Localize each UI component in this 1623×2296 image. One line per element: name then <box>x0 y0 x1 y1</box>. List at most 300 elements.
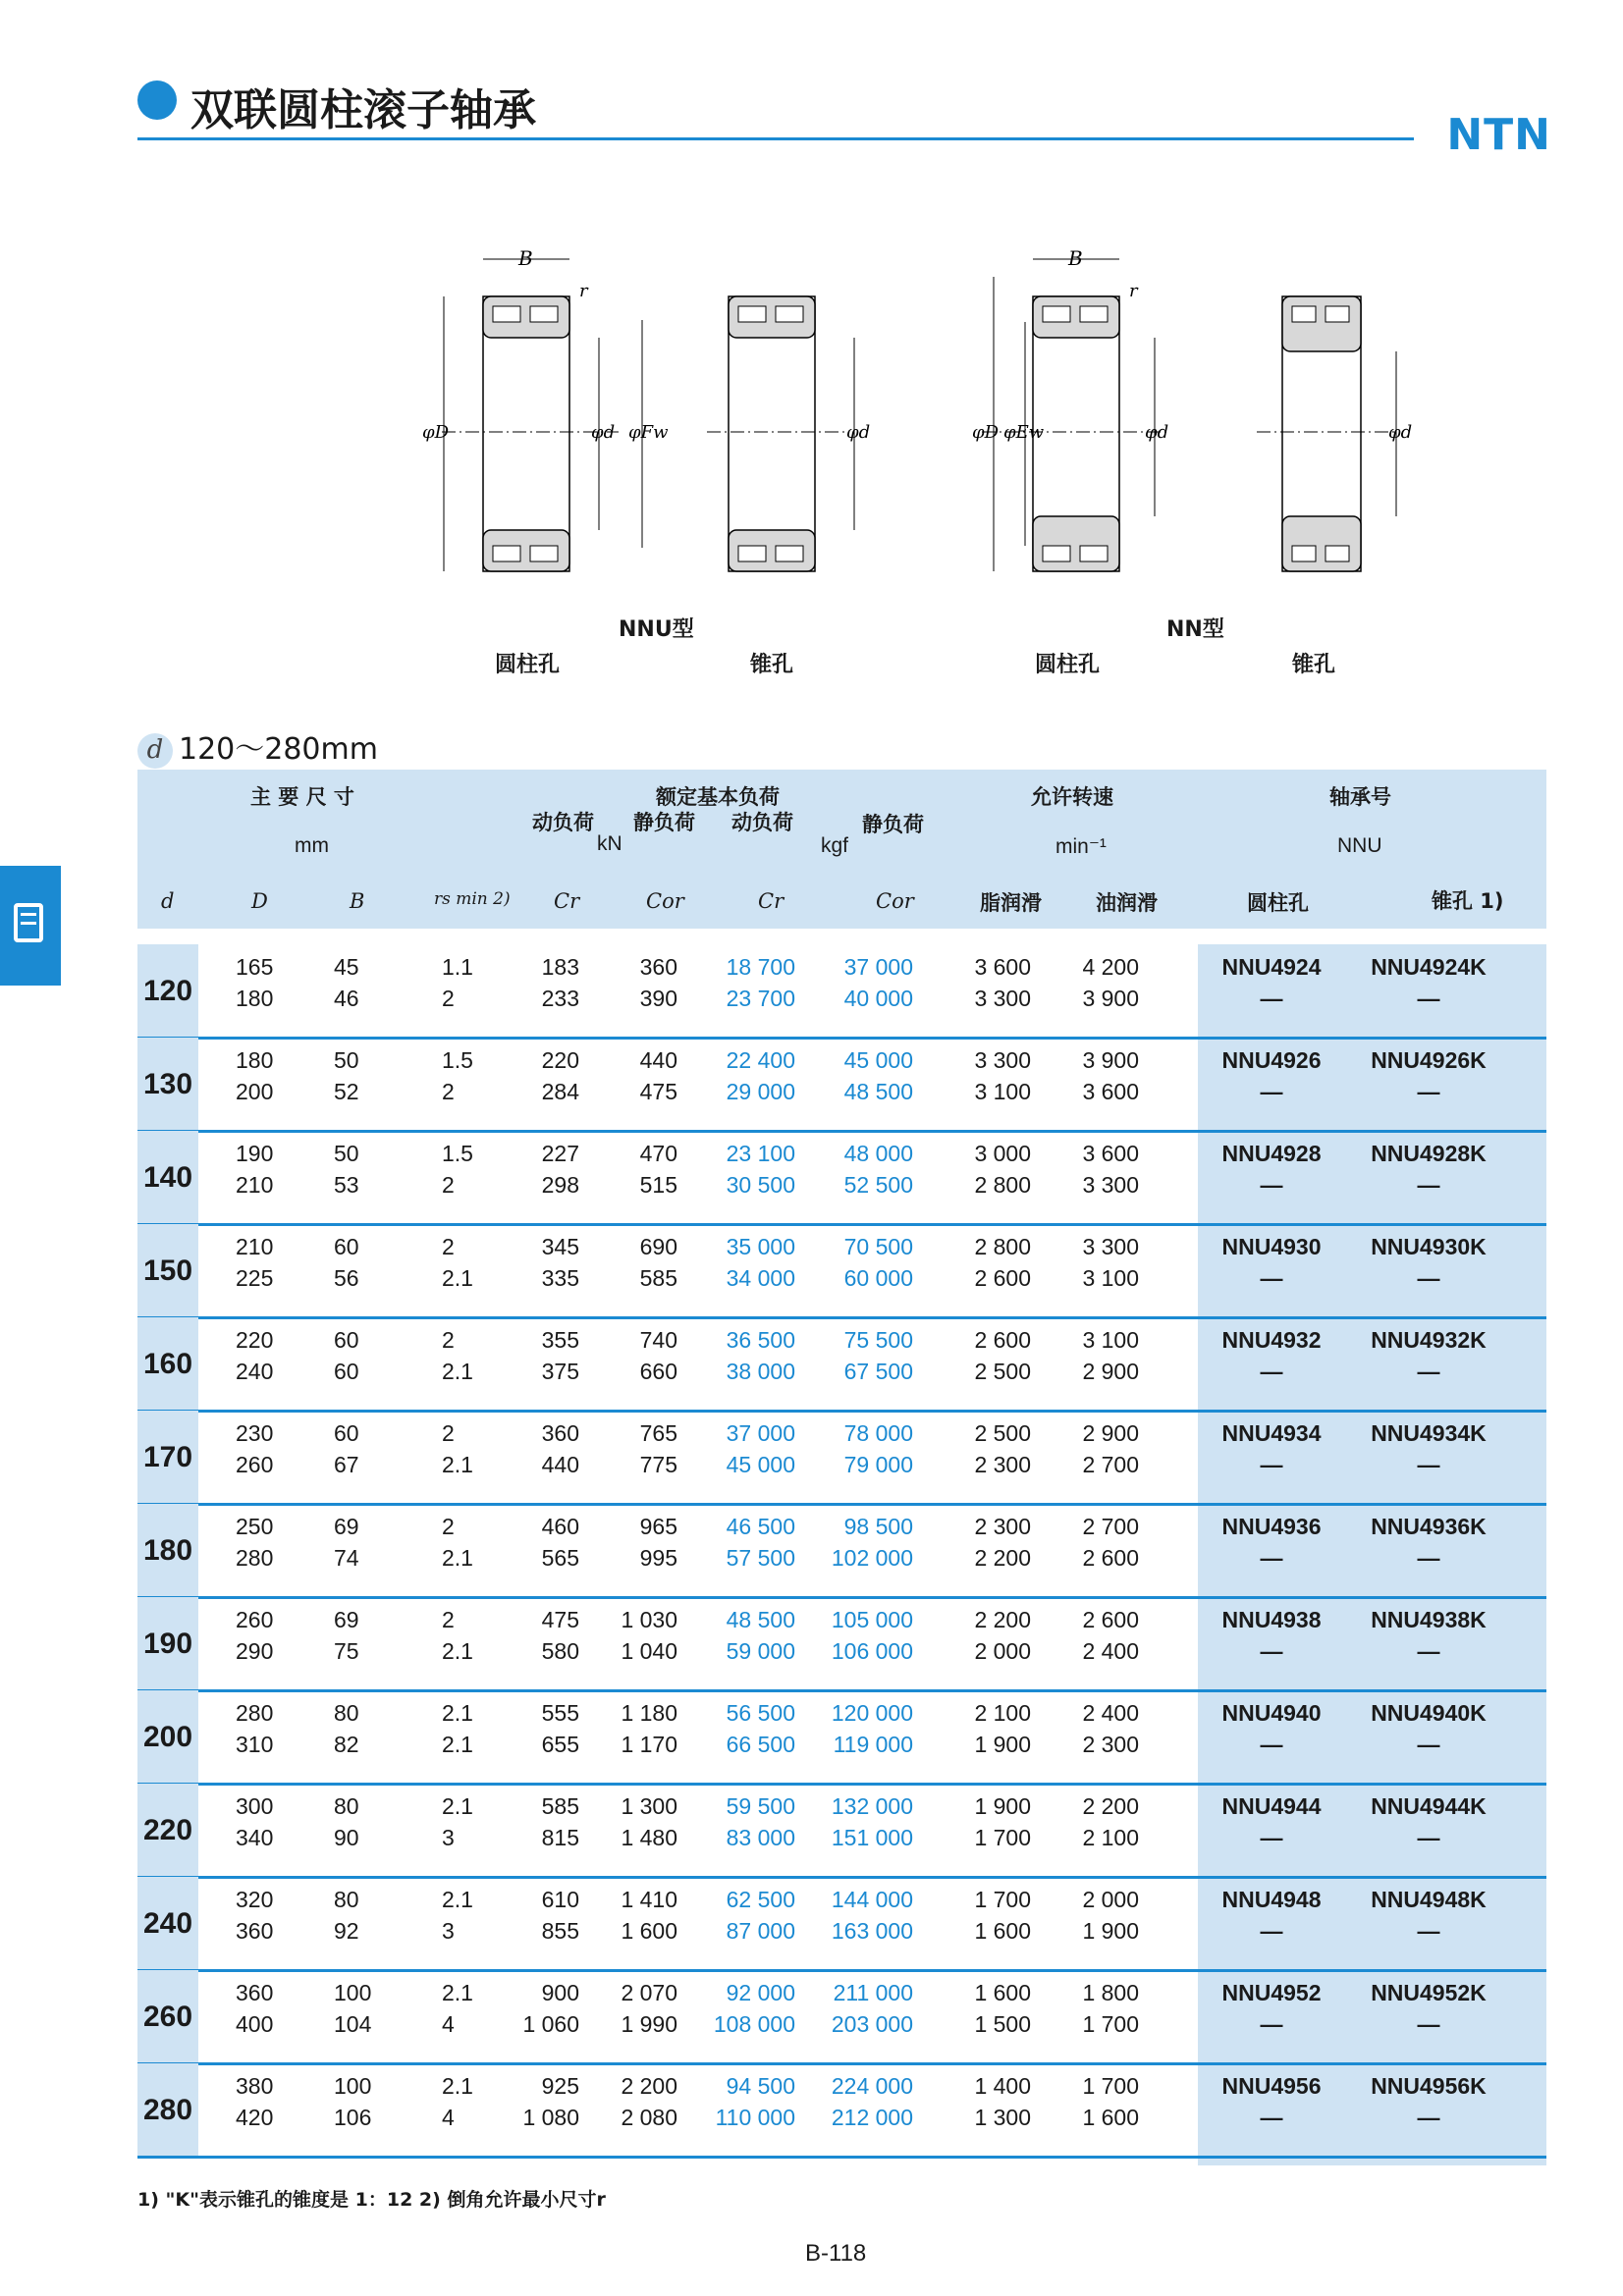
table-cell: 90 <box>334 1825 359 1850</box>
table-cell: 104 <box>334 2011 372 2037</box>
table-cell: — <box>1260 1732 1283 1757</box>
table-cell: 23 700 <box>726 986 795 1011</box>
bearing-icon <box>14 903 43 942</box>
table-cell: 420 <box>236 2105 274 2130</box>
table-cell: — <box>1260 1359 1283 1384</box>
table-cell: 585 <box>639 1265 677 1291</box>
th-main-dims: 主 要 尺 寸 <box>250 785 354 809</box>
table-cell: 2 <box>442 1172 455 1198</box>
table-cell: 230 <box>236 1420 274 1446</box>
table-cell: 98 500 <box>843 1514 913 1539</box>
table-cell: — <box>1260 1172 1283 1198</box>
table-cell: 1 700 <box>1082 2073 1139 2099</box>
table-cell: 120 000 <box>831 1700 913 1726</box>
table-cell: 106 000 <box>831 1638 913 1664</box>
table-cell: 4 200 <box>1082 954 1139 980</box>
table-cell: 18 700 <box>726 954 795 980</box>
th-Cr2: Cr <box>758 889 784 913</box>
table-cell: 180 <box>236 986 274 1011</box>
table-cell: 2 070 <box>621 1980 677 2005</box>
table-cell: 340 <box>236 1825 274 1850</box>
table-cell: NNU4932 <box>1221 1327 1322 1353</box>
table-cell: 515 <box>639 1172 677 1198</box>
table-cell: 3 600 <box>974 954 1031 980</box>
table-cell: 3 300 <box>1082 1172 1139 1198</box>
table-cell: 227 <box>541 1141 579 1166</box>
table-cell: 280 <box>236 1700 274 1726</box>
table-cell: NNU4944 <box>1221 1793 1322 1819</box>
table-cell: 4 <box>442 2011 455 2037</box>
th-grease: 脂润滑 <box>980 891 1042 915</box>
table-row-group <box>137 1504 1546 1597</box>
table-cell: 1 700 <box>974 1825 1031 1850</box>
table-cell: 3 100 <box>1082 1327 1139 1353</box>
table-cell: 203 000 <box>831 2011 913 2037</box>
th-load-ratings: 额定基本负荷 <box>656 785 780 809</box>
table-cell: 119 000 <box>833 1732 913 1757</box>
table-cell: 580 <box>541 1638 579 1664</box>
th-nnu: NNU <box>1337 834 1382 857</box>
bore-diameter: 280 <box>137 2063 198 2157</box>
table-cell: 2 800 <box>974 1172 1031 1198</box>
table-row-group <box>137 1970 1546 2063</box>
table-cell: 1 030 <box>621 1607 677 1632</box>
table-cell: 2.1 <box>442 1638 473 1664</box>
table-cell: 48 500 <box>726 1607 795 1632</box>
th-kgf: kgf <box>821 834 849 857</box>
table-cell: 62 500 <box>726 1887 795 1912</box>
table-cell: NNU4956 <box>1221 2073 1322 2099</box>
table-cell: 300 <box>236 1793 274 1819</box>
table-cell: 2.1 <box>442 2073 473 2099</box>
table-cell: 310 <box>236 1732 274 1757</box>
table-cell: 3 100 <box>1082 1265 1139 1291</box>
table-cell: 59 500 <box>726 1793 795 1819</box>
table-cell: 320 <box>236 1887 274 1912</box>
table-row-group <box>137 1224 1546 1317</box>
table-cell: 900 <box>541 1980 579 2005</box>
table-cell: 37 000 <box>726 1420 795 1446</box>
table-cell: 2 200 <box>974 1607 1031 1632</box>
table-cell: 380 <box>236 2073 274 2099</box>
table-cell: 3 300 <box>974 1047 1031 1073</box>
table-cell: 67 <box>334 1452 359 1477</box>
table-cell: 50 <box>334 1141 359 1166</box>
table-cell: 37 000 <box>843 954 913 980</box>
table-cell: 2 200 <box>1082 1793 1139 1819</box>
table-cell: — <box>1417 1452 1440 1477</box>
table-cell: 2 <box>442 1514 455 1539</box>
bore-diameter: 150 <box>137 1224 198 1317</box>
table-cell: 470 <box>639 1141 677 1166</box>
table-cell: 60 <box>334 1359 359 1384</box>
nnu-taper-label: 锥孔 <box>750 653 794 677</box>
table-cell: 1 600 <box>1082 2105 1139 2130</box>
table-cell: — <box>1417 1732 1440 1757</box>
table-cell: 144 000 <box>831 1887 913 1912</box>
table-cell: 2.1 <box>442 1700 473 1726</box>
table-cell: 1.1 <box>442 954 473 980</box>
table-cell: NNU4936K <box>1371 1514 1487 1539</box>
table-cell: 460 <box>541 1514 579 1539</box>
table-cell: 1 060 <box>522 2011 579 2037</box>
table-cell: NNU4928 <box>1221 1141 1322 1166</box>
table-cell: 3 300 <box>1082 1234 1139 1259</box>
table-cell: 475 <box>541 1607 579 1632</box>
table-cell: 38 000 <box>726 1359 795 1384</box>
table-cell: — <box>1417 1359 1440 1384</box>
label-B: B <box>518 246 533 270</box>
table-cell: 45 <box>334 954 359 980</box>
table-cell: — <box>1417 986 1440 1011</box>
table-cell: 1 040 <box>621 1638 677 1664</box>
table-cell: 1 600 <box>974 1918 1031 1944</box>
bore-diameter: 260 <box>137 1970 198 2063</box>
table-cell: 2 <box>442 1234 455 1259</box>
svg-text:φEw: φEw <box>1003 422 1045 443</box>
bore-diameter: 180 <box>137 1504 198 1597</box>
th-taper: 锥孔 1) <box>1432 889 1504 913</box>
table-cell: NNU4948K <box>1371 1887 1487 1912</box>
table-cell: 80 <box>334 1793 359 1819</box>
table-row-group <box>137 1690 1546 1784</box>
table-cell: 815 <box>541 1825 579 1850</box>
bearing-diagrams <box>422 236 1434 687</box>
svg-text:φd: φd <box>1145 422 1169 443</box>
table-cell: 1 410 <box>621 1887 677 1912</box>
table-cell: — <box>1417 1545 1440 1571</box>
table-cell: 2 300 <box>974 1514 1031 1539</box>
table-cell: NNU4928K <box>1371 1141 1487 1166</box>
table-cell: — <box>1260 986 1283 1011</box>
svg-text:φd: φd <box>591 422 616 443</box>
table-cell: 355 <box>541 1327 579 1353</box>
table-cell: 48 000 <box>843 1141 913 1166</box>
table-cell: NNU4930 <box>1221 1234 1322 1259</box>
table-cell: 3 900 <box>1082 986 1139 1011</box>
table-cell: NNU4956K <box>1371 2073 1487 2099</box>
diagram-nn-tapered <box>1257 296 1412 571</box>
table-cell: 2 100 <box>974 1700 1031 1726</box>
table-cell: 1 600 <box>974 1980 1031 2005</box>
table-cell: 240 <box>236 1359 274 1384</box>
table-cell: 50 <box>334 1047 359 1073</box>
table-cell: 1 900 <box>1082 1918 1139 1944</box>
table-cell: 80 <box>334 1887 359 1912</box>
table-cell: 2 700 <box>1082 1514 1139 1539</box>
table-cell: NNU4924 <box>1221 954 1322 980</box>
table-cell: 46 <box>334 986 359 1011</box>
table-cell: 69 <box>334 1514 359 1539</box>
table-cell: 440 <box>541 1452 579 1477</box>
table-cell: — <box>1417 2105 1440 2130</box>
table-cell: 995 <box>639 1545 677 1571</box>
nnu-type-label: NNU型 <box>619 617 694 642</box>
table-cell: 2 900 <box>1082 1359 1139 1384</box>
table-cell: 2.1 <box>442 1732 473 1757</box>
table-cell: 2.1 <box>442 1793 473 1819</box>
svg-text:φFw: φFw <box>628 422 669 443</box>
table-cell: 70 500 <box>843 1234 913 1259</box>
table-cell: 740 <box>639 1327 677 1353</box>
table-cell: 52 500 <box>843 1172 913 1198</box>
table-cell: — <box>1417 1918 1440 1944</box>
table-cell: 224 000 <box>831 2073 913 2099</box>
table-cell: 375 <box>541 1359 579 1384</box>
table-cell: 210 <box>236 1234 274 1259</box>
table-cell: 92 <box>334 1918 359 1944</box>
table-cell: 360 <box>236 1980 274 2005</box>
nn-taper-label: 锥孔 <box>1292 653 1336 677</box>
table-cell: 74 <box>334 1545 359 1571</box>
brand-logo: NTN <box>1446 110 1551 160</box>
page-header <box>137 71 1551 160</box>
table-cell: 1 700 <box>974 1887 1031 1912</box>
table-cell: NNU4926 <box>1221 1047 1322 1073</box>
table-cell: — <box>1417 2011 1440 2037</box>
table-cell: — <box>1260 1079 1283 1104</box>
table-row-group <box>137 1131 1546 1224</box>
table-cell: 100 <box>334 2073 372 2099</box>
table-cell: 2 <box>442 1327 455 1353</box>
table-cell: 765 <box>639 1420 677 1446</box>
table-cell: 83 000 <box>726 1825 795 1850</box>
table-cell: 290 <box>236 1638 274 1664</box>
footnote: 1) "K"表示锥孔的锥度是 1：12 2) 倒角允许最小尺寸r <box>137 2189 606 2211</box>
table-cell: 855 <box>541 1918 579 1944</box>
table-cell: 284 <box>541 1079 579 1104</box>
table-cell: 585 <box>541 1793 579 1819</box>
table-cell: 105 000 <box>831 1607 913 1632</box>
table-cell: 94 500 <box>726 2073 795 2099</box>
th-oil: 油润滑 <box>1096 891 1158 915</box>
table-cell: 3 900 <box>1082 1047 1139 1073</box>
bearing-drawings <box>422 236 1434 687</box>
table-cell: 1 400 <box>974 2073 1031 2099</box>
table-cell: 2 000 <box>1082 1887 1139 1912</box>
bore-diameter: 160 <box>137 1317 198 1411</box>
nn-type-label: NN型 <box>1166 617 1224 642</box>
table-cell: 183 <box>541 954 579 980</box>
table-cell: 34 000 <box>726 1265 795 1291</box>
table-cell: 2 <box>442 1607 455 1632</box>
table-cell: 100 <box>334 1980 372 2005</box>
svg-text:φD: φD <box>972 422 1000 443</box>
table-cell: 660 <box>639 1359 677 1384</box>
table-cell: 2 600 <box>974 1265 1031 1291</box>
table-row-group <box>137 1597 1546 1690</box>
table-cell: 75 500 <box>843 1327 913 1353</box>
table-cell: 925 <box>541 2073 579 2099</box>
table-cell: 23 100 <box>726 1141 795 1166</box>
svg-text:φd: φd <box>1388 422 1413 443</box>
table-cell: 280 <box>236 1545 274 1571</box>
row-separator <box>137 2156 1546 2159</box>
table-cell: 2.1 <box>442 1887 473 1912</box>
th-stat2: 静负荷 <box>862 813 924 836</box>
table-cell: 2 700 <box>1082 1452 1139 1477</box>
table-cell: 1 990 <box>621 2011 677 2037</box>
table-cell: 2 <box>442 1079 455 1104</box>
table-cell: NNU4924K <box>1371 954 1487 980</box>
table-cell: 1 480 <box>621 1825 677 1850</box>
bore-diameter: 130 <box>137 1038 198 1131</box>
table-cell: 56 500 <box>726 1700 795 1726</box>
title-bullet-icon <box>137 80 177 120</box>
table-row-group <box>137 1877 1546 1970</box>
table-cell: 1 170 <box>621 1732 677 1757</box>
table-cell: 45 000 <box>843 1047 913 1073</box>
table-cell: 225 <box>236 1265 274 1291</box>
table-cell: 1 080 <box>522 2105 579 2130</box>
table-cell: 1 700 <box>1082 2011 1139 2037</box>
th-speed-unit: min⁻¹ <box>1055 835 1107 858</box>
table-cell: — <box>1260 1545 1283 1571</box>
table-cell: 40 000 <box>843 986 913 1011</box>
bore-diameter: 220 <box>137 1784 198 1877</box>
table-cell: 75 <box>334 1638 359 1664</box>
table-cell: 1 800 <box>1082 1980 1139 2005</box>
table-cell: 345 <box>541 1234 579 1259</box>
table-cell: 250 <box>236 1514 274 1539</box>
bore-diameter: 120 <box>137 944 198 1038</box>
table-cell: 60 000 <box>843 1265 913 1291</box>
table-row-group <box>137 1317 1546 1411</box>
table-cell: — <box>1260 1825 1283 1850</box>
table-cell: 60 <box>334 1234 359 1259</box>
table-cell: 200 <box>236 1079 274 1104</box>
table-cell: 400 <box>236 2011 274 2037</box>
table-cell: 53 <box>334 1172 359 1198</box>
table-cell: 92 000 <box>726 1980 795 2005</box>
size-range <box>137 724 378 769</box>
table-cell: 2 <box>442 986 455 1011</box>
bore-diameter: 170 <box>137 1411 198 1504</box>
table-cell: NNU4940 <box>1221 1700 1322 1726</box>
table-cell: 1 600 <box>621 1918 677 1944</box>
table-cell: NNU4940K <box>1371 1700 1487 1726</box>
diagram-nnu-tapered <box>707 296 870 571</box>
table-cell: 163 000 <box>831 1918 913 1944</box>
table-cell: 2 500 <box>974 1420 1031 1446</box>
range-text: 120～280mm <box>179 732 378 767</box>
table-cell: 2 400 <box>1082 1638 1139 1664</box>
table-cell: 46 500 <box>726 1514 795 1539</box>
table-cell: 30 500 <box>726 1172 795 1198</box>
table-cell: 220 <box>236 1327 274 1353</box>
table-cell: 360 <box>541 1420 579 1446</box>
table-cell: — <box>1260 1918 1283 1944</box>
table-cell: 1 180 <box>621 1700 677 1726</box>
table-cell: 2.1 <box>442 1545 473 1571</box>
table-cell: 1 300 <box>974 2105 1031 2130</box>
table-cell: 2 400 <box>1082 1700 1139 1726</box>
table-cell: 22 400 <box>726 1047 795 1073</box>
table-cell: 2.1 <box>442 1452 473 1477</box>
table-cell: 2 200 <box>974 1545 1031 1571</box>
table-row-group <box>137 1784 1546 1877</box>
table-row-group <box>137 2063 1546 2157</box>
table-cell: 1 500 <box>974 2011 1031 2037</box>
table-cell: 3 <box>442 1825 455 1850</box>
nnu-cyl-label: 圆柱孔 <box>495 653 561 677</box>
table-cell: 2 <box>442 1420 455 1446</box>
th-Cor2: Cor <box>876 889 914 913</box>
bore-diameter: 140 <box>137 1131 198 1224</box>
table-cell: 2 900 <box>1082 1420 1139 1446</box>
section-tab <box>0 866 61 986</box>
table-cell: 66 500 <box>726 1732 795 1757</box>
table-cell: 110 000 <box>715 2105 795 2130</box>
table-cell: 2 500 <box>974 1359 1031 1384</box>
table-row-group <box>137 1411 1546 1504</box>
table-cell: 1.5 <box>442 1047 473 1073</box>
table-cell: — <box>1417 1638 1440 1664</box>
table-cell: 2.1 <box>442 1265 473 1291</box>
bore-diameter: 200 <box>137 1690 198 1784</box>
svg-text:r: r <box>579 281 588 301</box>
table-cell: — <box>1417 1172 1440 1198</box>
table-cell: — <box>1417 1079 1440 1104</box>
table-cell: NNU4930K <box>1371 1234 1487 1259</box>
table-cell: 3 000 <box>974 1141 1031 1166</box>
table-cell: — <box>1417 1825 1440 1850</box>
th-stat1: 静负荷 <box>633 811 695 834</box>
table-cell: 2.1 <box>442 1359 473 1384</box>
table-cell: 151 000 <box>831 1825 913 1850</box>
table-cell: 2 200 <box>621 2073 677 2099</box>
table-cell: 260 <box>236 1607 274 1632</box>
bore-diameter: 190 <box>137 1597 198 1690</box>
table-cell: 555 <box>541 1700 579 1726</box>
table-cell: — <box>1260 2011 1283 2037</box>
table-cell: 108 000 <box>713 2011 795 2037</box>
table-cell: 48 500 <box>843 1079 913 1104</box>
th-cyl: 圆柱孔 <box>1247 891 1309 915</box>
table-cell: — <box>1260 1638 1283 1664</box>
table-cell: 2 300 <box>974 1452 1031 1477</box>
page-number: B-118 <box>805 2240 867 2267</box>
table-cell: 69 <box>334 1607 359 1632</box>
svg-text:r: r <box>1129 281 1138 301</box>
table-cell: 390 <box>639 986 677 1011</box>
table-cell: 210 <box>236 1172 274 1198</box>
table-cell: 335 <box>541 1265 579 1291</box>
th-kN: kN <box>597 832 622 855</box>
table-cell: 1 900 <box>974 1732 1031 1757</box>
table-cell: 78 000 <box>843 1420 913 1446</box>
svg-text:B: B <box>1068 246 1083 270</box>
table-cell: 212 000 <box>831 2105 913 2130</box>
table-cell: 2 080 <box>621 2105 677 2130</box>
table-cell: 2 800 <box>974 1234 1031 1259</box>
svg-text:φD: φD <box>422 422 450 443</box>
table-header <box>137 770 1546 929</box>
table-cell: 211 000 <box>833 1980 913 2005</box>
th-Cr1: Cr <box>554 889 580 913</box>
table-cell: NNU4938K <box>1371 1607 1487 1632</box>
table-cell: 2 600 <box>974 1327 1031 1353</box>
table-cell: 35 000 <box>726 1234 795 1259</box>
d-symbol-icon: d <box>137 733 173 769</box>
table-cell: 29 000 <box>726 1079 795 1104</box>
table-cell: 52 <box>334 1079 359 1104</box>
table-cell: 59 000 <box>726 1638 795 1664</box>
table-cell: 965 <box>639 1514 677 1539</box>
table-cell: 475 <box>639 1079 677 1104</box>
table-cell: 190 <box>236 1141 274 1166</box>
table-cell: NNU4926K <box>1371 1047 1487 1073</box>
